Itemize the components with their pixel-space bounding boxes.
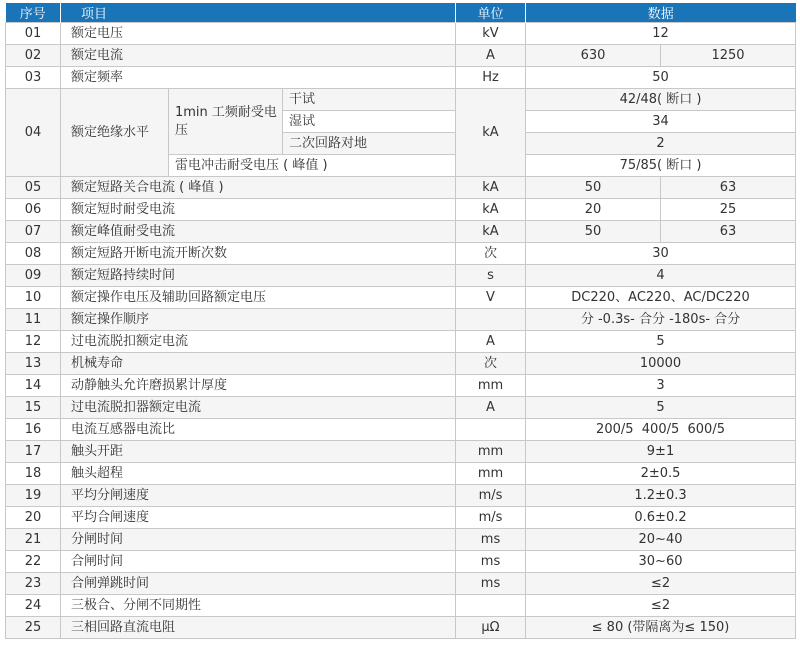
- row-no: 25: [6, 617, 61, 639]
- table-row: [6, 353, 796, 375]
- row-item: 三极合、分闸不同期性: [61, 595, 456, 617]
- row-item: 额定短时耐受电流: [61, 199, 456, 221]
- row-value-2: 25: [661, 199, 796, 221]
- row-no: 23: [6, 573, 61, 595]
- table-row: [6, 463, 796, 485]
- table-row: [6, 287, 796, 309]
- row-value: 20~40: [526, 529, 796, 551]
- row-no: 21: [6, 529, 61, 551]
- row-unit: kA: [456, 177, 526, 199]
- row-item: 额定电压: [61, 23, 456, 45]
- row-value: 12: [526, 23, 796, 45]
- row-item: 过电流脱扣器额定电流: [61, 397, 456, 419]
- table-row: [6, 485, 796, 507]
- row-no: 11: [6, 309, 61, 331]
- row-no: 10: [6, 287, 61, 309]
- row-unit: A: [456, 45, 526, 67]
- row-value-secondary: 2: [526, 133, 796, 155]
- table-row: [6, 243, 796, 265]
- row-value-2: 63: [661, 177, 796, 199]
- row-unit: ms: [456, 573, 526, 595]
- row-condition-impulse: 雷电冲击耐受电压 ( 峰值 ): [169, 155, 456, 177]
- row-unit: ms: [456, 551, 526, 573]
- row-unit: 次: [456, 353, 526, 375]
- spec-table: [5, 3, 796, 639]
- row-item: 过电流脱扣额定电流: [61, 331, 456, 353]
- table-row: [6, 595, 796, 617]
- row-no: 01: [6, 23, 61, 45]
- table-row: [6, 67, 796, 89]
- row-value: ≤ 80 (带隔离为≤ 150): [526, 617, 796, 639]
- row-value-impulse: 75/85( 断口 ): [526, 155, 796, 177]
- row-value-2: 1250: [661, 45, 796, 67]
- row-unit: [456, 419, 526, 441]
- row-value-1: 630: [526, 45, 661, 67]
- row-unit: m/s: [456, 507, 526, 529]
- row-item: 额定电流: [61, 45, 456, 67]
- row-condition-dry: 干试: [283, 89, 456, 111]
- row-item: 动静触头允许磨损累计厚度: [61, 375, 456, 397]
- row-no: 07: [6, 221, 61, 243]
- row-item: 合闸弹跳时间: [61, 573, 456, 595]
- row-unit: ms: [456, 529, 526, 551]
- table-row: [6, 375, 796, 397]
- row-unit: [456, 595, 526, 617]
- row-item: 平均分闸速度: [61, 485, 456, 507]
- row-value-wet: 34: [526, 111, 796, 133]
- row-no: 04: [6, 89, 61, 177]
- row-value-1: 20: [526, 199, 661, 221]
- row-value: 30: [526, 243, 796, 265]
- row-value: 分 -0.3s- 合分 -180s- 合分: [526, 309, 796, 331]
- row-value: ≤2: [526, 595, 796, 617]
- row-no: 09: [6, 265, 61, 287]
- row-unit: kA: [456, 199, 526, 221]
- row-unit: μΩ: [456, 617, 526, 639]
- table-row: [6, 551, 796, 573]
- row-unit: 次: [456, 243, 526, 265]
- table-row: [6, 573, 796, 595]
- table-row: [6, 45, 796, 67]
- row-item: 三相回路直流电阻: [61, 617, 456, 639]
- row-value-dry: 42/48( 断口 ): [526, 89, 796, 111]
- row-unit: Hz: [456, 67, 526, 89]
- table-row: [6, 177, 796, 199]
- row-unit: kA: [456, 221, 526, 243]
- row-no: 06: [6, 199, 61, 221]
- row-unit: kV: [456, 23, 526, 45]
- row-unit: mm: [456, 441, 526, 463]
- row-no: 03: [6, 67, 61, 89]
- row-no: 20: [6, 507, 61, 529]
- row-no: 19: [6, 485, 61, 507]
- row-item: 机械寿命: [61, 353, 456, 375]
- row-no: 24: [6, 595, 61, 617]
- header-unit: 单位: [456, 3, 526, 23]
- table-row: [6, 309, 796, 331]
- row-value-2: 63: [661, 221, 796, 243]
- table-row: [6, 617, 796, 639]
- row-no: 08: [6, 243, 61, 265]
- row-condition-wet: 湿试: [283, 111, 456, 133]
- table-row: [6, 265, 796, 287]
- table-row: [6, 419, 796, 441]
- table-row: [6, 199, 796, 221]
- table-row: [6, 507, 796, 529]
- row-unit: V: [456, 287, 526, 309]
- row-item: 额定短路持续时间: [61, 265, 456, 287]
- header-data: 数据: [526, 3, 796, 23]
- row-unit: s: [456, 265, 526, 287]
- row-item: 分闸时间: [61, 529, 456, 551]
- row-value-1: 50: [526, 177, 661, 199]
- row-value: 50: [526, 67, 796, 89]
- row-value: 5: [526, 397, 796, 419]
- row-value: 1.2±0.3: [526, 485, 796, 507]
- row-item: 电流互感器电流比: [61, 419, 456, 441]
- row-condition-secondary: 二次回路对地: [283, 133, 456, 155]
- row-unit: A: [456, 397, 526, 419]
- row-value: DC220、AC220、AC/DC220: [526, 287, 796, 309]
- row-item: 额定短路关合电流 ( 峰值 ): [61, 177, 456, 199]
- row-item: 合闸时间: [61, 551, 456, 573]
- row-unit: A: [456, 331, 526, 353]
- table-row: [6, 89, 796, 111]
- row-no: 13: [6, 353, 61, 375]
- row-value: 3: [526, 375, 796, 397]
- header-item: 项目: [61, 3, 456, 23]
- table-row: [6, 331, 796, 353]
- row-value: ≤2: [526, 573, 796, 595]
- row-unit: kA: [456, 89, 526, 177]
- header-no: 序号: [6, 3, 61, 23]
- row-no: 16: [6, 419, 61, 441]
- row-no: 02: [6, 45, 61, 67]
- row-value: 4: [526, 265, 796, 287]
- row-value: 9±1: [526, 441, 796, 463]
- row-item: 额定峰值耐受电流: [61, 221, 456, 243]
- row-value-1: 50: [526, 221, 661, 243]
- row-value: 2±0.5: [526, 463, 796, 485]
- table-row: [6, 221, 796, 243]
- row-subitem: 1min 工频耐受电压: [169, 89, 283, 155]
- table-row: [6, 529, 796, 551]
- table-row: [6, 23, 796, 45]
- row-value: 200/5 400/5 600/5: [526, 419, 796, 441]
- row-no: 22: [6, 551, 61, 573]
- header-row: [6, 3, 796, 23]
- table-row: [6, 441, 796, 463]
- row-value: 10000: [526, 353, 796, 375]
- row-no: 15: [6, 397, 61, 419]
- row-value: 30~60: [526, 551, 796, 573]
- table-row: [6, 397, 796, 419]
- row-item: 平均合闸速度: [61, 507, 456, 529]
- row-item: 额定操作电压及辅助回路额定电压: [61, 287, 456, 309]
- row-unit: m/s: [456, 485, 526, 507]
- row-item: 额定绝缘水平: [61, 89, 169, 177]
- row-no: 17: [6, 441, 61, 463]
- row-no: 05: [6, 177, 61, 199]
- row-unit: mm: [456, 463, 526, 485]
- row-unit: mm: [456, 375, 526, 397]
- row-item: 触头开距: [61, 441, 456, 463]
- row-item: 触头超程: [61, 463, 456, 485]
- row-item: 额定操作顺序: [61, 309, 456, 331]
- row-value: 5: [526, 331, 796, 353]
- row-item: 额定频率: [61, 67, 456, 89]
- row-item: 额定短路开断电流开断次数: [61, 243, 456, 265]
- row-unit: [456, 309, 526, 331]
- row-no: 18: [6, 463, 61, 485]
- row-no: 12: [6, 331, 61, 353]
- row-no: 14: [6, 375, 61, 397]
- row-value: 0.6±0.2: [526, 507, 796, 529]
